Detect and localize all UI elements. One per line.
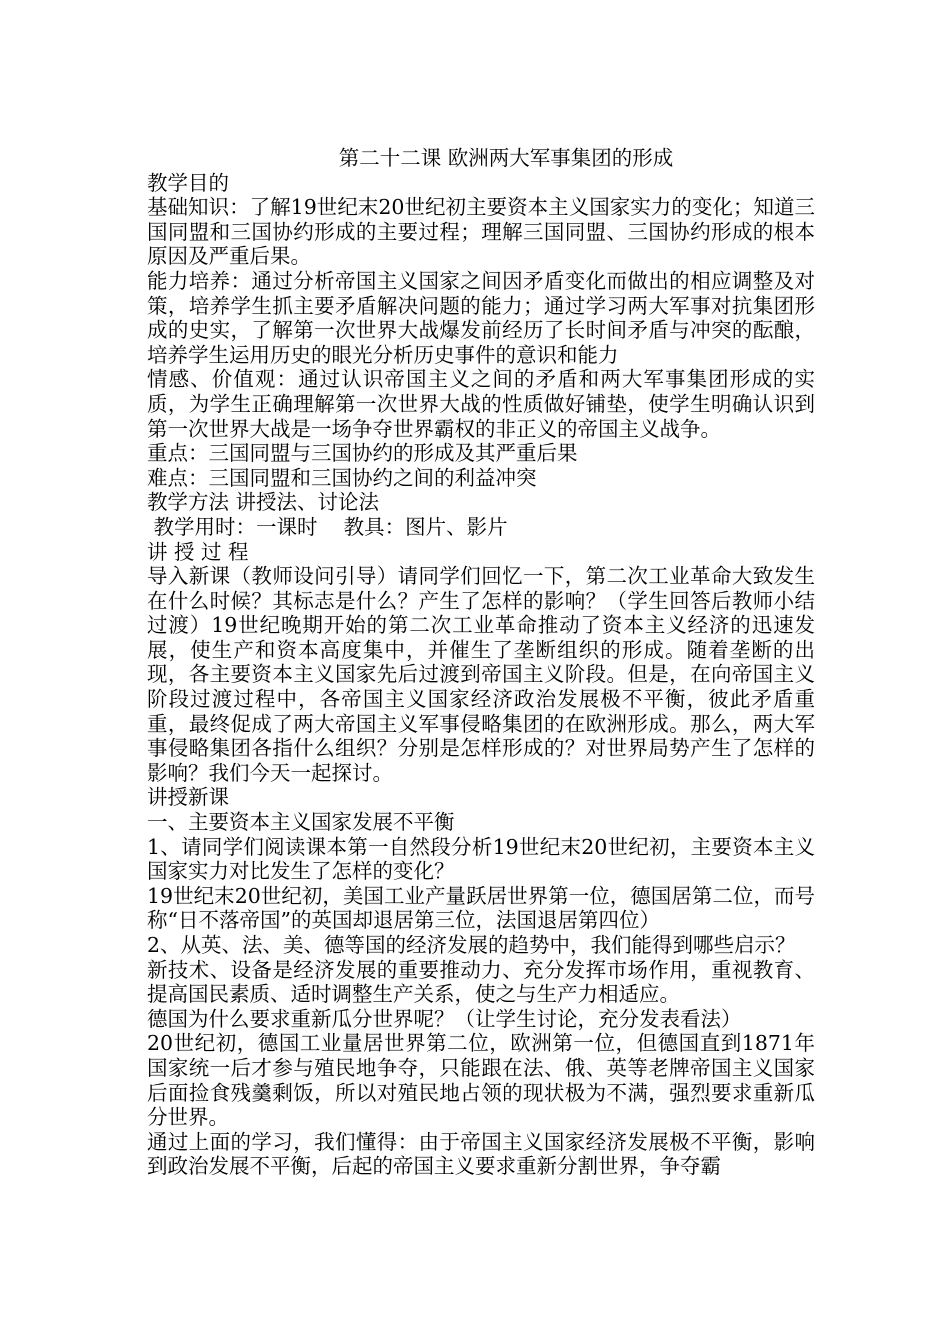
paragraph-ability-training: 能力培养：通过分析帝国主义国家之间因矛盾变化而做出的相应调整及对策，培养学生抓主要矛盾解决问题的能力；通过学习两大军事对抗集团形成的史实，了解第一次世界大战爆发前经历了长时间矛盾与冲突的酝酿，培养学生运用历史的眼光分析历史事件的意识和能力 [147,268,815,367]
section-heading-teaching-goals: 教学目的 [147,170,229,195]
line-teaching-method: 教学方法 讲授法、讨论法 [147,490,380,515]
paragraph-answer-2: 新技术、设备是经济发展的重要推动力、充分发挥市场作用，重视教育、提高国民素质、适时调整生产关系，使之与生产力相适应。 [147,957,815,1007]
section-heading-teaching-process: 讲 授 过 程 [147,539,249,564]
line-difficult-point: 难点：三国同盟和三国协约之间的利益冲突 [147,465,537,490]
paragraph-question-germany: 德国为什么要求重新瓜分世界呢？（让学生讨论，充分发表看法） [147,1006,742,1031]
paragraph-question-1: 1、请同学们阅读课本第一自然段分析19世纪末20世纪初，主要资本主义国家实力对比发生了怎样的变化？ [147,834,815,884]
document-body [147,146,815,1179]
section-heading-new-lesson: 讲授新课 [147,785,229,810]
paragraph-answer-1: 19世纪末20世纪初，美国工业产量跃居世界第一位，德国居第二位，而号称“日不落帝国”的英国却退居第三位，法国退居第四位） [147,883,815,933]
paragraph-answer-germany: 20世纪初，德国工业量居世界第二位，欧洲第一位，但德国直到1871年国家统一后才参与殖民地争夺，只能跟在法、俄、英等老牌帝国主义国家后面捡食残羹剩饭，所以对殖民地占领的现状极为不满，强烈要求重新瓜分世界。 [147,1031,815,1130]
line-teaching-time: 教学用时：一课时 教具：图片、影片 [147,514,508,539]
subheading-uneven-development: 一、主要资本主义国家发展不平衡 [147,810,455,835]
paragraph-introduction: 导入新课（教师设问引导）请同学们回忆一下，第二次工业革命大致发生在什么时候？其标志是什么？产生了怎样的影响？（学生回答后教师小结过渡）19世纪晚期开始的第二次工业革命推动了资本主义经济的迅速发展，使生产和资本高度集中，并催生了垄断组织的形成。随着垄断的出现，各主要资本主义国家先后过渡到帝国主义阶段。但是，在向帝国主义阶段过渡过程中，各帝国主义国家经济政治发展极不平衡，彼此矛盾重重，最终促成了两大帝国主义军事侵略集团的在欧洲形成。那么，两大军事侵略集团各指什么组织？分别是怎样形成的？对世界局势产生了怎样的影响？我们今天一起探讨。 [147,564,815,785]
line-key-point: 重点：三国同盟与三国协约的形成及其严重后果 [147,441,578,466]
page-title: 第二十二课 欧洲两大军事集团的形成 [338,146,674,170]
paragraph-question-2: 2、从英、法、美、德等国的经济发展的趋势中，我们能得到哪些启示？ [147,933,796,957]
paragraph-values: 情感、价值观：通过认识帝国主义之间的矛盾和两大军事集团形成的实质，为学生正确理解第一次世界大战的性质做好铺垫，使学生明确认识到第一次世界大战是一场争夺世界霸权的非正义的帝国主义战争。 [147,367,815,441]
paragraph-conclusion: 通过上面的学习，我们懂得：由于帝国主义国家经济发展极不平衡，影响到政治发展不平衡，后起的帝国主义要求重新分割世界，争夺霸 [147,1129,815,1179]
paragraph-basic-knowledge: 基础知识：了解19世纪末20世纪初主要资本主义国家实力的变化；知道三国同盟和三国协约形成的主要过程；理解三国同盟、三国协约形成的根本原因及严重后果。 [147,195,815,269]
